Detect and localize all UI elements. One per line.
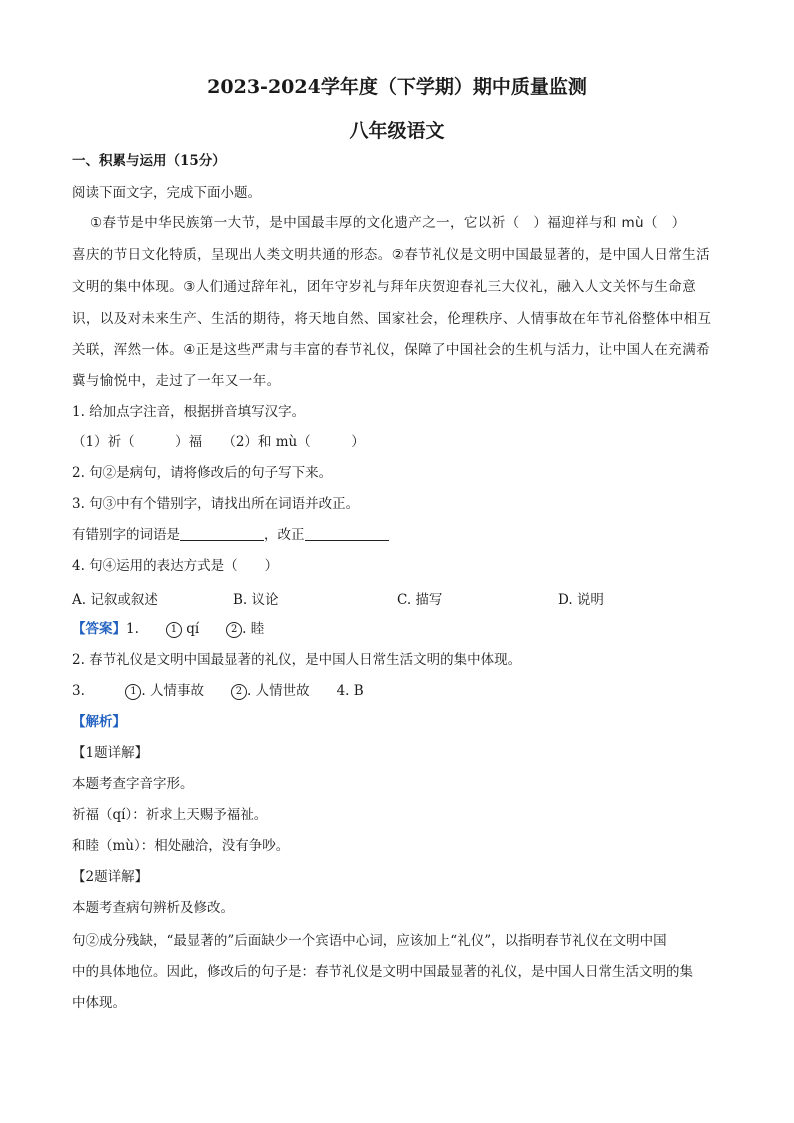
answer-3-part1: . 人情事故 — [141, 683, 204, 699]
answer-4: 4. B — [336, 683, 364, 699]
section-heading: 一、积累与运用（15分） — [72, 153, 226, 169]
answer-blank — [180, 526, 264, 541]
analysis-line: 本题考查病句辨析及修改。 — [72, 900, 234, 916]
question-3: 3. 句③中有个错别字，请找出所在词语并改正。 — [72, 496, 360, 512]
circled-number: 1 — [125, 684, 141, 700]
passage-line: 文明的集中体现。③人们通过辞年礼，团年守岁礼与拜年庆贺迎春礼三大仪礼，融入人文关怀与生命意 — [72, 279, 697, 295]
passage-line: 关联，浑然一体。④正是这些严肃与丰富的春节礼仪，保障了中国社会的生机与活力，让中国人在充满希 — [72, 342, 711, 358]
answer-tag: 【答案】 — [72, 621, 126, 637]
option-b: B. 议论 — [233, 592, 279, 608]
answer-blank — [305, 526, 389, 541]
passage-line: ①春节是中华民族第一大节，是中国最丰厚的文化遗产之一，它以祈（ ）福迎祥与和 mù（ ） — [90, 215, 686, 231]
answer-3-part2: . 人情世故 — [246, 683, 310, 699]
analysis-section-1-title: 【1题详解】 — [72, 745, 149, 761]
fill-label-a: 有错别字的词语是 — [72, 527, 180, 543]
answer-1-prefix: 1. — [126, 621, 139, 637]
question-1: 1. 给加点字注音，根据拼音填写汉字。 — [72, 404, 306, 420]
circled-number: 1 — [166, 622, 182, 638]
question-1-items: （1）祈（ ）福 （2）和 mù（ ） — [72, 434, 365, 450]
answer-1-part2: . 睦 — [242, 621, 265, 637]
page-subtitle: 八年级语文 — [349, 120, 445, 142]
answer-1-part1: qí — [186, 621, 200, 637]
answer-3-4 — [72, 682, 364, 700]
passage-line: 识，以及对未来生产、生活的期待，将天地自然、国家社会，伦理秩序、人情事故在年节礼俗整体中相互 — [72, 311, 712, 327]
analysis-section-2-title: 【2题详解】 — [72, 869, 149, 885]
instruction-text: 阅读下面文字，完成下面小题。 — [72, 185, 261, 201]
analysis-line: 句②成分残缺，“最显著的”后面缺少一个宾语中心词，应该加上“礼仪”，以指明春节礼仪在文明中国 — [72, 933, 667, 949]
analysis-line: 中的具体地位。因此，修改后的句子是：春节礼仪是文明中国最显著的礼仪，是中国人日常生活文明的集 — [72, 964, 693, 980]
question-2: 2. 句②是病句，请将修改后的句子写下来。 — [72, 465, 333, 481]
analysis-line: 和睦（mù）：相处融洽，没有争吵。 — [72, 838, 290, 854]
circled-number: 2 — [231, 684, 247, 700]
passage-line: 冀与愉悦中，走过了一年又一年。 — [72, 373, 281, 389]
analysis-tag: 【解析】 — [72, 714, 126, 730]
question-3-fill — [72, 526, 389, 544]
circled-number: 2 — [226, 622, 242, 638]
question-4: 4. 句④运用的表达方式是（ ） — [72, 558, 279, 574]
answer-2: 2. 春节礼仪是文明中国最显著的礼仪，是中国人日常生活文明的集中体现。 — [72, 652, 522, 668]
analysis-line: 中体现。 — [72, 995, 126, 1011]
analysis-line: 本题考查字音字形。 — [72, 776, 194, 792]
option-d: D. 说明 — [558, 592, 604, 608]
passage-line: 喜庆的节日文化特质，呈现出人类文明共通的形态。②春节礼仪是文明中国最显著的，是中国人日常生活 — [72, 247, 711, 263]
option-c: C. 描写 — [397, 592, 443, 608]
fill-label-b: ，改正 — [264, 527, 305, 543]
answer-3-prefix: 3. — [72, 683, 85, 699]
answer-1 — [72, 620, 264, 638]
page-title: 2023-2024学年度（下学期）期中质量监测 — [207, 76, 587, 98]
option-a: A. 记叙或叙述 — [72, 592, 158, 608]
analysis-line: 祈福（qí）：祈求上天赐予福祉。 — [72, 807, 268, 823]
